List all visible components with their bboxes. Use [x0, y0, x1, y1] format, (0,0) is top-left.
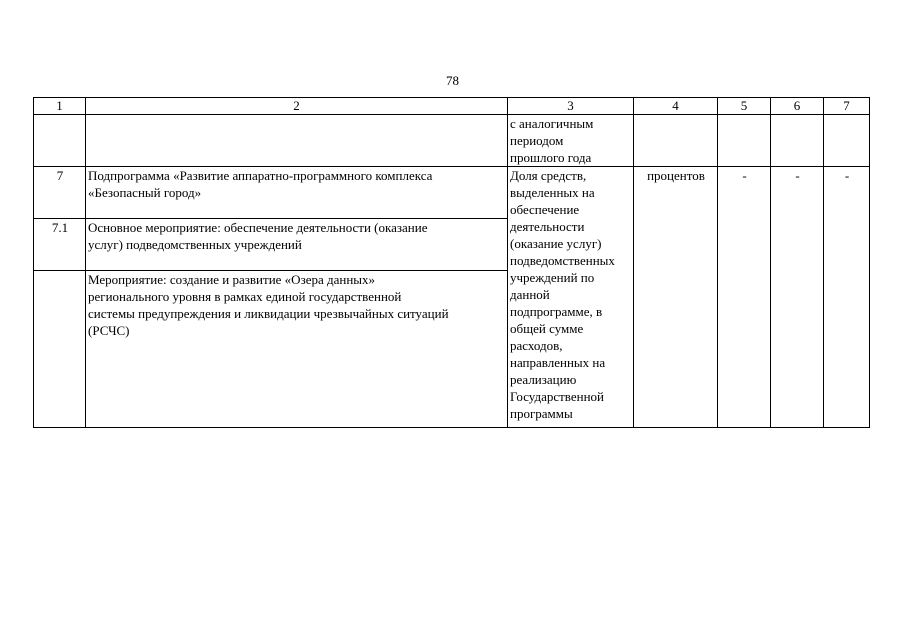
- row-name: [86, 271, 508, 428]
- indicator-line: Доля средств,: [510, 168, 587, 183]
- column-header: 5: [718, 98, 771, 115]
- indicator-line: данной: [510, 287, 550, 302]
- column-header: 2: [86, 98, 508, 115]
- indicator-line: Государственной: [510, 389, 605, 404]
- cell-line: периодом: [510, 133, 564, 148]
- indicator-line: учреждений по: [510, 270, 595, 285]
- cell-col5-empty: [718, 115, 771, 167]
- row-name-line: регионального уровня в рамках единой государственной: [88, 289, 402, 304]
- cell-num-empty: [34, 115, 86, 167]
- cell-unit-empty: [634, 115, 718, 167]
- cell-col7-empty: [824, 115, 870, 167]
- row-name-line: Основное мероприятие: обеспечение деятельности (оказание: [88, 220, 428, 235]
- column-header: 1: [34, 98, 86, 115]
- column-header: 3: [508, 98, 634, 115]
- row-name-line: Мероприятие: создание и развитие «Озера данных»: [88, 272, 376, 287]
- row-name-line: системы предупреждения и ликвидации чрезвычайных ситуаций: [88, 306, 449, 321]
- cell-col6-empty: [771, 115, 824, 167]
- indicator-line: общей сумме: [510, 321, 584, 336]
- table-row-7: [34, 167, 870, 219]
- row-number: 7.1: [34, 219, 86, 271]
- indicator-line: программы: [510, 406, 573, 421]
- row-name: [86, 167, 508, 219]
- row-name-line: Подпрограмма «Развитие аппаратно-программного комплекса: [88, 168, 433, 183]
- indicator-table: [33, 97, 870, 428]
- indicator-line: расходов,: [510, 338, 563, 353]
- value-col6: -: [771, 167, 824, 428]
- column-header: 4: [634, 98, 718, 115]
- indicator-line: реализацию: [510, 372, 577, 387]
- row-name-line: услуг) подведомственных учреждений: [88, 237, 302, 252]
- cell-line: прошлого года: [510, 150, 592, 165]
- value-col5: -: [718, 167, 771, 428]
- column-header: 7: [824, 98, 870, 115]
- row-number-empty: [34, 271, 86, 428]
- cell-name-empty: [86, 115, 508, 167]
- value-col7: -: [824, 167, 870, 428]
- table-row-continuation: [34, 115, 870, 167]
- cell-line: с аналогичным: [510, 116, 594, 131]
- indicator-description: [508, 167, 634, 428]
- indicator-line: деятельности: [510, 219, 585, 234]
- page-number: 78: [446, 73, 459, 88]
- table-header-row: [34, 98, 870, 115]
- row-name: [86, 219, 508, 271]
- cell-indicator-continuation: [508, 115, 634, 167]
- indicator-line: обеспечение: [510, 202, 580, 217]
- indicator-line: направленных на: [510, 355, 606, 370]
- indicator-line: подпрограмме, в: [510, 304, 603, 319]
- row-name-line: (РСЧС): [88, 323, 130, 338]
- indicator-line: подведомственных: [510, 253, 615, 268]
- row-name-line: «Безопасный город»: [88, 185, 202, 200]
- indicator-line: выделенных на: [510, 185, 595, 200]
- indicator-line: (оказание услуг): [510, 236, 602, 251]
- unit-cell: процентов: [634, 167, 718, 428]
- row-number: 7: [34, 167, 86, 219]
- column-header: 6: [771, 98, 824, 115]
